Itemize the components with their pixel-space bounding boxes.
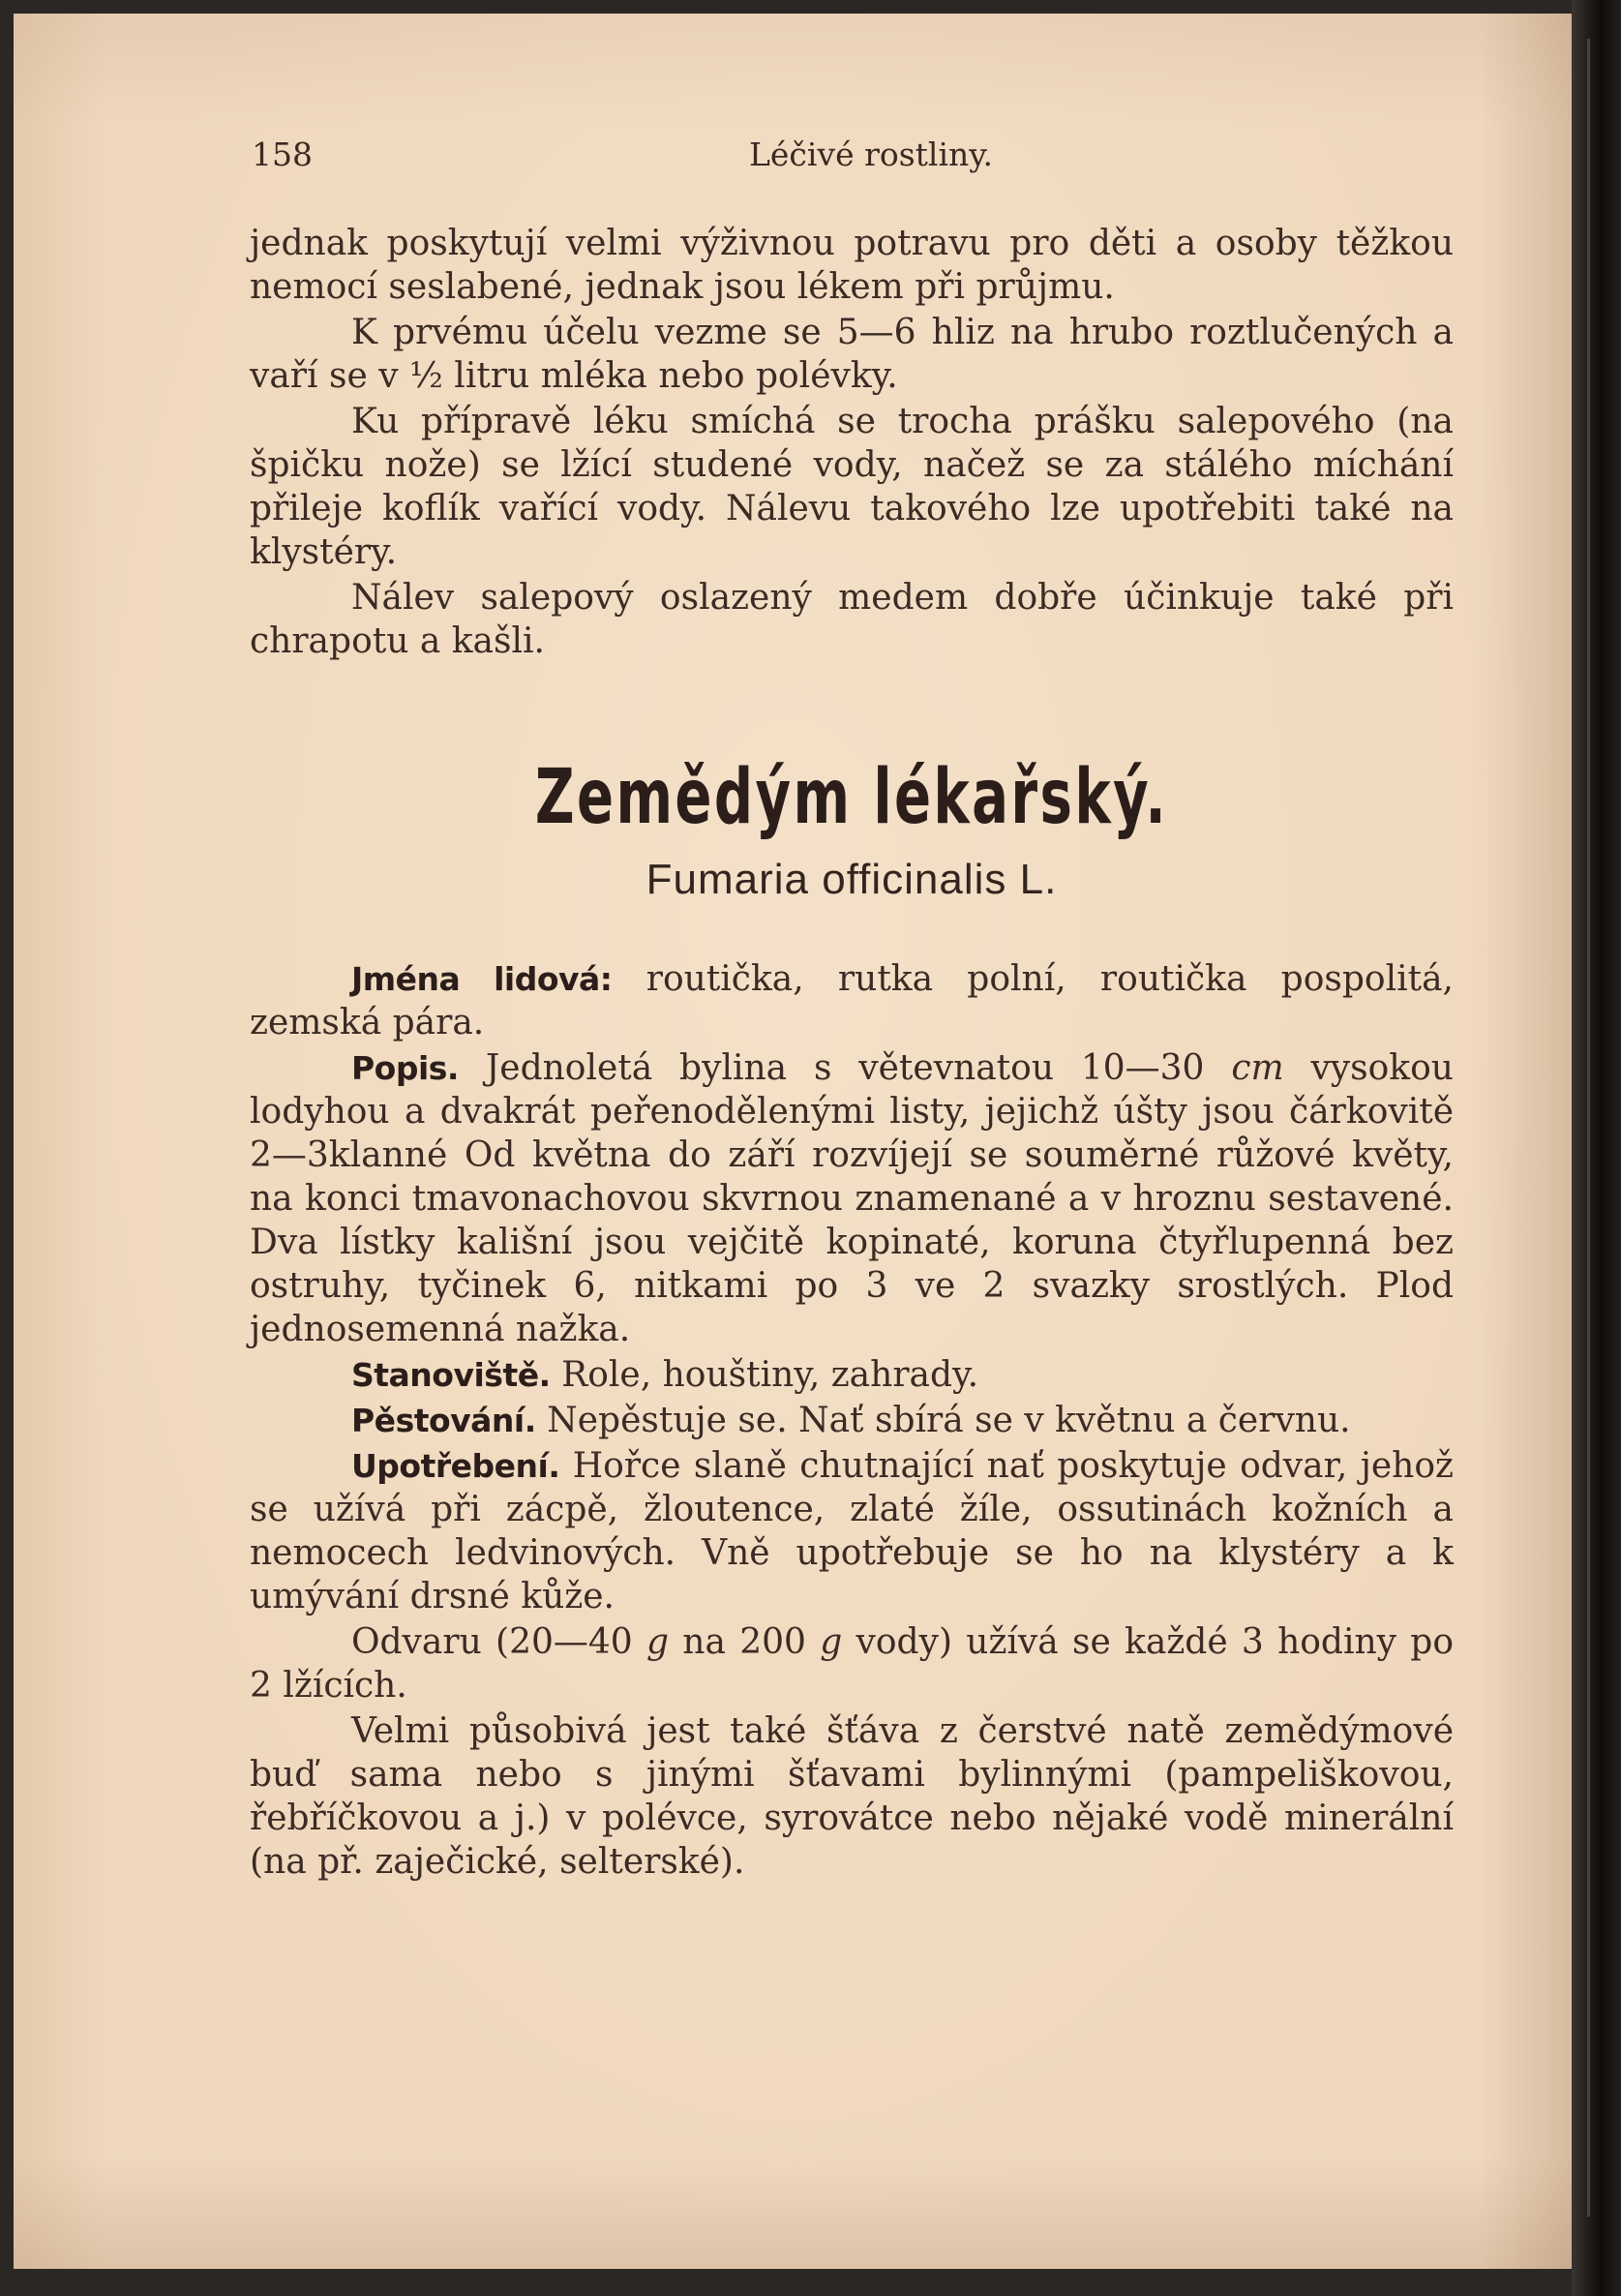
intro-paragraph: K prvému účelu vezme se 5—6 hliz na hrubo roztlučených a vaří se v ½ litru mléka nebo polévky. [250, 313, 1454, 396]
intro-paragraph: jednak poskytují velmi výživnou potravu pro děti a osoby těžkou nemocí seslabené, jednak jsou lékem při průjmu. [250, 224, 1454, 307]
habitat-text: Role, houštiny, zahrady. [561, 1355, 979, 1395]
intro-paragraph: Ku přípravě léku smíchá se trocha prášku salepového (na špičku nože) se lžící studené vody, načež se za stálého míchání přileje koflík vařící vody. Nálevu takového lze upotřebiti také na klystéry. [250, 402, 1454, 572]
usage-label: Upotřebení. [351, 1447, 560, 1485]
dosage-text-3: vody) užívá se každé 3 hodiny po 2 lžících. [250, 1622, 1455, 1706]
spine-edge [1587, 39, 1590, 2217]
dosage-paragraph [250, 1620, 1454, 1707]
description-text-b: vysokou lodyhou a dvakrát peřenodělenými listy, jejichž úšty jsou čárkovitě 2—3klanné Od května do září rozvíjejí se souměrné růžové květy, na konci tmavonachovou skvrnou znamenané a v hroznu sestavené. Dva lístky kališní jsou vejčitě kopinaté, koruna čtyřlupenná bez ostruhy, tyčinek 6, nitkami po 3 ve 2 svazky srostlých. Plod jednosemenná nažka. [250, 1048, 1454, 1349]
book-spine [1572, 0, 1621, 2296]
dosage-text-1: Odvaru (20—40 [351, 1622, 633, 1662]
cultivation-text: Nepěstuje se. Nať sbírá se v květnu a červnu. [547, 1401, 1351, 1440]
names-label: Jména lidová: [351, 960, 613, 998]
dosage-unit-2: g [820, 1622, 843, 1662]
dosage-unit-1: g [645, 1622, 670, 1662]
juice-paragraph: Velmi působivá jest také šťáva z čerstvé natě zemědýmové buď sama nebo s jinými šťavami bylinnými (pampeliškovou, řebříčkovou a j.) v polévce, syrovátce nebo nějaké vodě minerální (na př. zaječické, selterské). [250, 1711, 1454, 1882]
plant-title: Zemědým lékařský. [534, 754, 1169, 841]
description-text-a: Jednoletá bylina s větevnatou 10—30 [485, 1048, 1205, 1088]
habitat-paragraph [250, 1353, 1454, 1397]
latin-name: Fumaria officinalis L. [645, 856, 1058, 903]
intro-paragraph: Nálev salepový oslazený medem dobře účinkuje také při chrapotu a kašli. [250, 578, 1454, 661]
cultivation-paragraph [250, 1399, 1454, 1442]
plant-entry [250, 957, 1454, 1884]
intro-text [250, 222, 1454, 663]
names-paragraph [250, 957, 1454, 1044]
book-page [14, 14, 1572, 2269]
names-text: routička, rutka polní, routička pospolitá, zemská pára. [250, 959, 1454, 1042]
usage-paragraph [250, 1444, 1454, 1618]
running-title: Léčivé rostliny. [748, 136, 994, 173]
usage-text: Hořce slaně chutnající nať poskytuje odvar, jehož se užívá při zácpě, žloutence, zlaté žíle, ossutinách kožních a nemocech ledvinových. Vně upotřebuje se ho na klystéry a k umývání drsné kůže. [250, 1446, 1454, 1616]
dosage-text-2: na 200 [682, 1622, 806, 1662]
page-number: 158 [252, 136, 313, 173]
habitat-label: Stanoviště. [351, 1356, 551, 1394]
description-paragraph [250, 1046, 1454, 1351]
page-header [252, 136, 1452, 174]
cultivation-label: Pěstování. [351, 1402, 536, 1439]
description-unit: cm [1231, 1048, 1284, 1088]
description-label: Popis. [351, 1049, 459, 1087]
